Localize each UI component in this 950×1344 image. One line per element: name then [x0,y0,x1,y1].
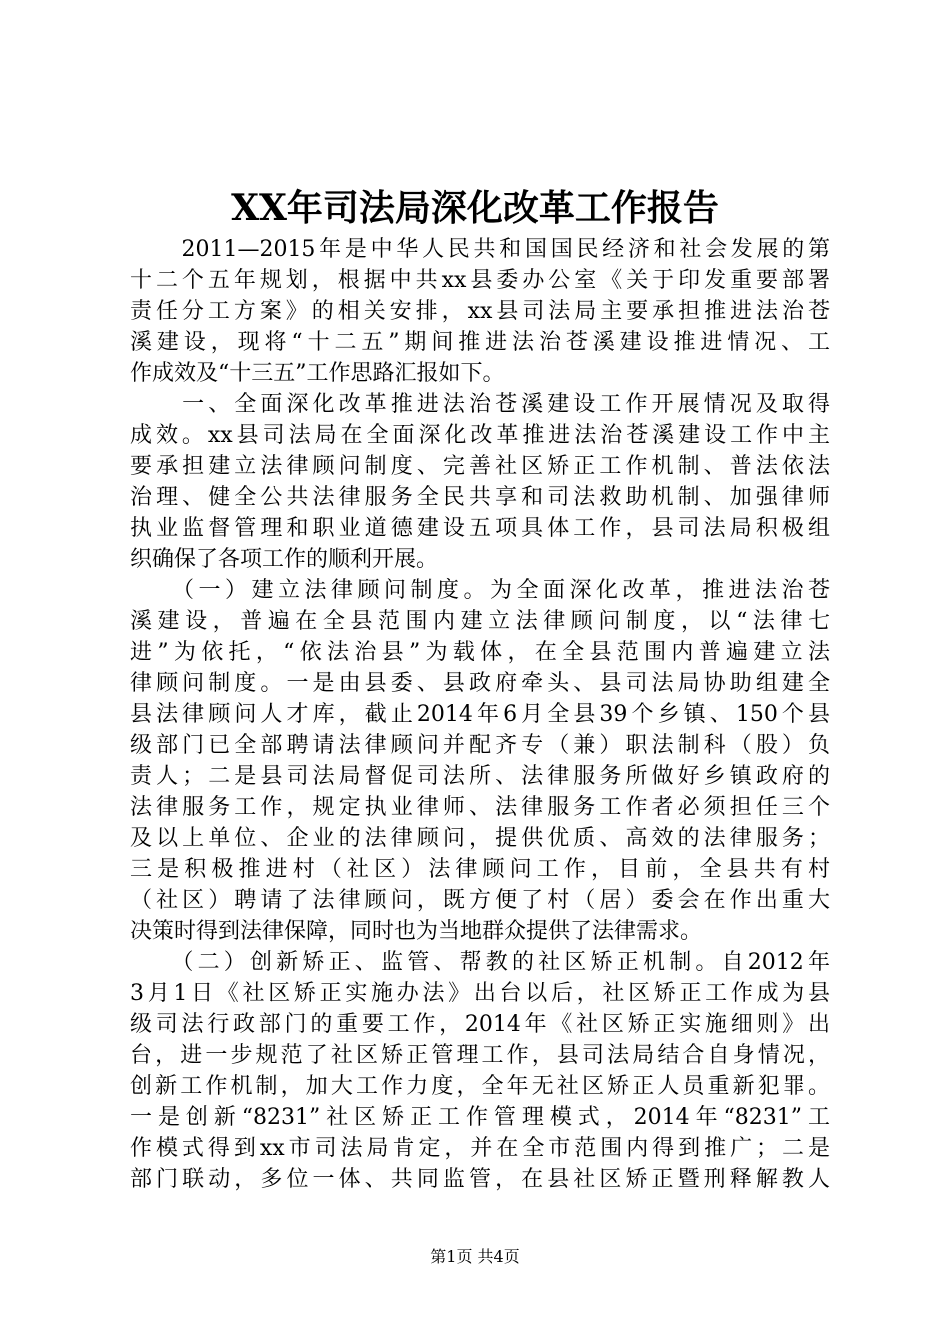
body-line: 及以上单位、企业的法律顾问，提供优质、高效的法律服务； [130,826,830,851]
body-line: 执业监督管理和职业道德建设五项具体工作，县司法局积极组 [130,516,830,541]
document-title: XX年司法局深化改革工作报告 [231,187,719,229]
body-line: 作成效及“十三五”工作思路汇报如下。 [130,361,505,386]
body-line: 责任分工方案》的相关安排，xx县司法局主要承担推进法治苍 [130,299,830,324]
document-body [130,234,830,1195]
body-line: 部门联动，多位一体、共同监管，在县社区矫正暨刑释解教人 [130,1167,830,1192]
body-line: 溪建设，普遍在全县范围内建立法律顾问制度，以“法律七 [130,609,830,634]
body-line: 要承担建立法律顾问制度、完善社区矫正工作机制、普法依法 [130,454,830,479]
body-line: 进”为依托，“依法治县”为载体，在全县范围内普遍建立法 [130,640,830,665]
body-line: （二）创新矫正、监管、帮教的社区矫正机制。自2012年 [130,950,830,975]
body-line: （社区）聘请了法律顾问，既方便了村（居）委会在作出重大 [130,888,830,913]
body-line: （一）建立法律顾问制度。为全面深化改革，推进法治苍 [130,578,830,603]
body-line: 创新工作机制，加大工作力度，全年无社区矫正人员重新犯罪。 [130,1074,830,1099]
body-line: 法律服务工作，规定执业律师、法律服务工作者必须担任三个 [130,795,830,820]
body-line: 作模式得到xx市司法局肯定，并在全市范围内得到推广；二是 [130,1136,830,1161]
body-line: 一、全面深化改革推进法治苍溪建设工作开展情况及取得 [130,392,830,417]
body-line: 织确保了各项工作的顺利开展。 [130,547,439,572]
body-line: 治理、健全公共法律服务全民共享和司法救助机制、加强律师 [130,485,830,510]
body-line: 责人；二是县司法局督促司法所、法律服务所做好乡镇政府的 [130,764,830,789]
body-line: 级部门已全部聘请法律顾问并配齐专（兼）职法制科（股）负 [130,733,830,758]
page-footer: 第1页 共4页 [430,1247,520,1266]
body-line: 律顾问制度。一是由县委、县政府牵头、县司法局协助组建全 [130,671,830,696]
body-line: 溪建设，现将“十二五”期间推进法治苍溪建设推进情况、工 [130,330,830,355]
body-line: 成效。xx县司法局在全面深化改革推进法治苍溪建设工作中主 [130,423,830,448]
body-line: 县法律顾问人才库，截止2014年6月全县39个乡镇、150个县 [130,702,830,727]
body-line: 级司法行政部门的重要工作，2014年《社区矫正实施细则》出 [130,1012,830,1037]
body-line: 决策时得到法律保障，同时也为当地群众提供了法律需求。 [130,919,703,944]
body-line: 2011—2015年是中华人民共和国国民经济和社会发展的第 [130,237,830,262]
body-line: 台，进一步规范了社区矫正管理工作，县司法局结合自身情况， [130,1043,830,1068]
body-line: 十二个五年规划，根据中共xx县委办公室《关于印发重要部署 [130,268,830,293]
body-line: 3月1日《社区矫正实施办法》出台以后，社区矫正工作成为县 [130,981,830,1006]
body-line: 一是创新“8231”社区矫正工作管理模式，2014年“8231”工 [130,1105,830,1130]
body-line: 三是积极推进村（社区）法律顾问工作，目前，全县共有村 [130,857,830,882]
